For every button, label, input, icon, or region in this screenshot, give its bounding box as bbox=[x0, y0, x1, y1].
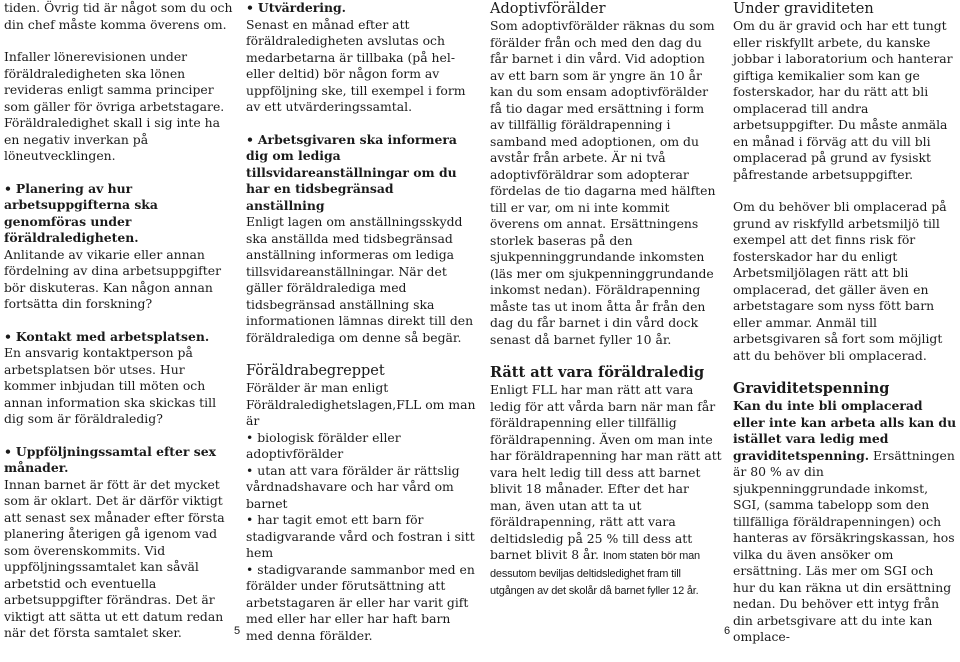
bullet-heading-text: Planering av hur arbetsuppgifterna ska genomföras under föräldraledigheten. bbox=[4, 180, 158, 245]
paragraph: Senast en månad efter att föräldraledigheten avslutas och medarbetarna är tillbaka (på hel- eller deltid) bör någon form av uppföljning ske, till exempel i form av ett utvärderingssamtal. bbox=[246, 16, 466, 114]
column-4 bbox=[733, 0, 957, 662]
paragraph: Innan barnet är fött är det mycket som är oklart. Det är därför viktigt att senast sex månader efter första planering återigen gå igenom vad som överenskommits. Vid uppföljningssamtalet kan såväl arbetstid och eventuella arbetsuppgifter förändras. Det är viktigt att sätta ut ett datum redan när det första samtalet sker. bbox=[4, 476, 225, 640]
bullet-icon: • bbox=[246, 131, 254, 147]
paragraph-text: Enligt FLL har man rätt att vara ledig för att vårda barn när man får föräldrapenning eller tillfällig föräldrapenning. Även om man inte har föräldrapenning har man rätt att vara helt ledig till dess att barnet blivit 18 månader. Efter det har man, även utan att ta ut föräldrapenning, rätt att vara deltidsledig på 25 % till dess att barnet blivit 8 år. bbox=[490, 382, 722, 562]
column-2 bbox=[246, 0, 476, 644]
bullet-heading-text: Uppföljningssamtal efter sex månader. bbox=[4, 443, 216, 475]
section-heading: Graviditetspenning bbox=[733, 380, 890, 397]
paragraph-note: Inom staten bör man dessutom beviljas deltidsledighet fram till utgången av det skolår då barnet fyller 12 år. bbox=[490, 550, 700, 597]
section-heading: Föräldrabegreppet bbox=[246, 363, 385, 379]
bullet-heading bbox=[4, 181, 234, 247]
bullet-heading bbox=[4, 444, 234, 477]
section-heading: Adoptivförälder bbox=[490, 1, 606, 17]
paragraph: Om du är gravid och har ett tungt eller riskfyllt arbete, du kanske jobbar i laboratorium och hanterar giftiga kemikalier som kan ge fosterskador, har du rätt att bli omplacerad till andra arbetsuppgifter. Du måste anmäla en månad i förväg att du vill bli omplacerad på grund av fysiskt påfrestande arbetsuppgifter. bbox=[733, 18, 953, 182]
paragraph bbox=[490, 382, 722, 600]
paragraph: Om du behöver bli omplacerad på grund av riskfylld arbetsmiljö till exempel att det finns risk för fosterskador har du enligt Arbetsmiljölagen rätt att bli omplacerad, det gäller även en arbetstagare som nyss fött barn eller ammar. Anmäl till arbetsgivaren så fort som möjligt att du behöver bli omplacerad. bbox=[733, 199, 947, 363]
bullet-heading bbox=[246, 0, 476, 17]
column-3 bbox=[490, 0, 722, 616]
bullet-icon: • bbox=[4, 443, 12, 459]
list-item: • stadigvarande sammanbor med en förälder under förutsättning att arbetstagaren är eller har varit gift med eller har eller har haft barn med denna förälder. bbox=[246, 561, 475, 643]
section-heading: Under graviditeten bbox=[733, 1, 874, 17]
bullet-heading bbox=[4, 329, 234, 346]
page-number-right: 6 bbox=[724, 625, 731, 637]
bullet-icon: • bbox=[4, 328, 12, 344]
bullet-icon: • bbox=[4, 180, 12, 196]
bullet-icon: • bbox=[246, 0, 254, 15]
paragraph bbox=[733, 398, 957, 646]
bullet-heading-text: Kontakt med arbetsplatsen. bbox=[15, 328, 210, 344]
page-number-left: 5 bbox=[234, 625, 241, 637]
paragraph: En ansvarig kontaktperson på arbetsplatsen bör utses. Hur kommer inbjudan till möten och annan information ska skickas till dig som är föräldraledig? bbox=[4, 345, 217, 426]
list-item: • biologisk förälder eller adoptivförälder bbox=[246, 429, 401, 461]
bullet-heading-text: Arbetsgivaren ska informera dig om lediga tillsvidareanställningar om du har en tidsbegränsad anställning bbox=[246, 131, 457, 213]
section-heading: Rätt att vara föräldraledig bbox=[490, 364, 705, 381]
list-item: • utan att vara förälder är rättslig vårdnadshavare och har vård om barnet bbox=[246, 462, 460, 511]
paragraph: Förälder är man enligt Föräldraledighetslagen,FLL om man är bbox=[246, 380, 476, 428]
paragraph: Enligt lagen om anställningsskydd ska anställda med tidsbegränsad anställning informeras om lediga tillsvidareanställningar. När det gäller föräldralediga med tidsbegränsad anställning ska informationen lämnas direkt till den föräldralediga om denne så begär. bbox=[246, 214, 474, 345]
list-item: • har tagit emot ett barn för stadigvarande vård och fostran i sitt hem bbox=[246, 512, 475, 560]
bullet-heading bbox=[246, 132, 476, 215]
paragraph-text: Ersättningen är 80 % av din sjukpenninggrundade inkomst, SGI, (samma tabelopp som den tillfälliga föräldrapenningen) och hanteras av försäkringskassan, hos vilka du även ansöker om ersättning. Läs mer om SGI och hur du kan räkna ut din ersättning nedan. Du behöver ett intyg från din arbetsgivare att du inte kan omplace- bbox=[733, 447, 955, 644]
paragraph: Som adoptivförälder räknas du som förälder från och med den dag du får barnet i din vård. Vid adoption av ett barn som är yngre än 10 år kan du som ensam adoptivförälder få tio dagar med ersättning i form av tillfällig föräldrapenning i samband med adoptionen, om du avstår från arbete. Är ni två adoptivföräldrar som adopterar fördelas de tio dagarna med hälften till er var, om ni inte kommit överens om annat. Ersättningens storlek baseras på den sjukpenninggrundande inkomsten (läs mer om sjukpenninggrundande inkomst nedan). Föräldrapenning måste tas ut inom åtta år från den dag du får barnet i din vård dock senast då barnet fyller 10 år. bbox=[490, 18, 716, 347]
paragraph: tiden. Övrig tid är något som du och din chef måste komma överens om. bbox=[4, 0, 233, 32]
paragraph: Infaller lönerevisionen under föräldraledigheten ska lönen revideras enligt samma principer som gäller för övriga arbetstagare. Föräldraledighet skall i sig inte ha en negativ inverkan på löneutvecklingen. bbox=[4, 49, 225, 163]
paragraph-lead: Kan du inte bli omplacerad eller inte kan arbeta alls kan du istället vara ledig med graviditetspenning. bbox=[733, 398, 957, 463]
bullet-heading-text: Utvärdering. bbox=[257, 0, 346, 15]
column-1 bbox=[4, 0, 234, 658]
paragraph: Anlitande av vikarie eller annan fördelning av dina arbetsuppgifter bör diskuteras. Kan någon annan fortsätta din forskning? bbox=[4, 246, 221, 311]
